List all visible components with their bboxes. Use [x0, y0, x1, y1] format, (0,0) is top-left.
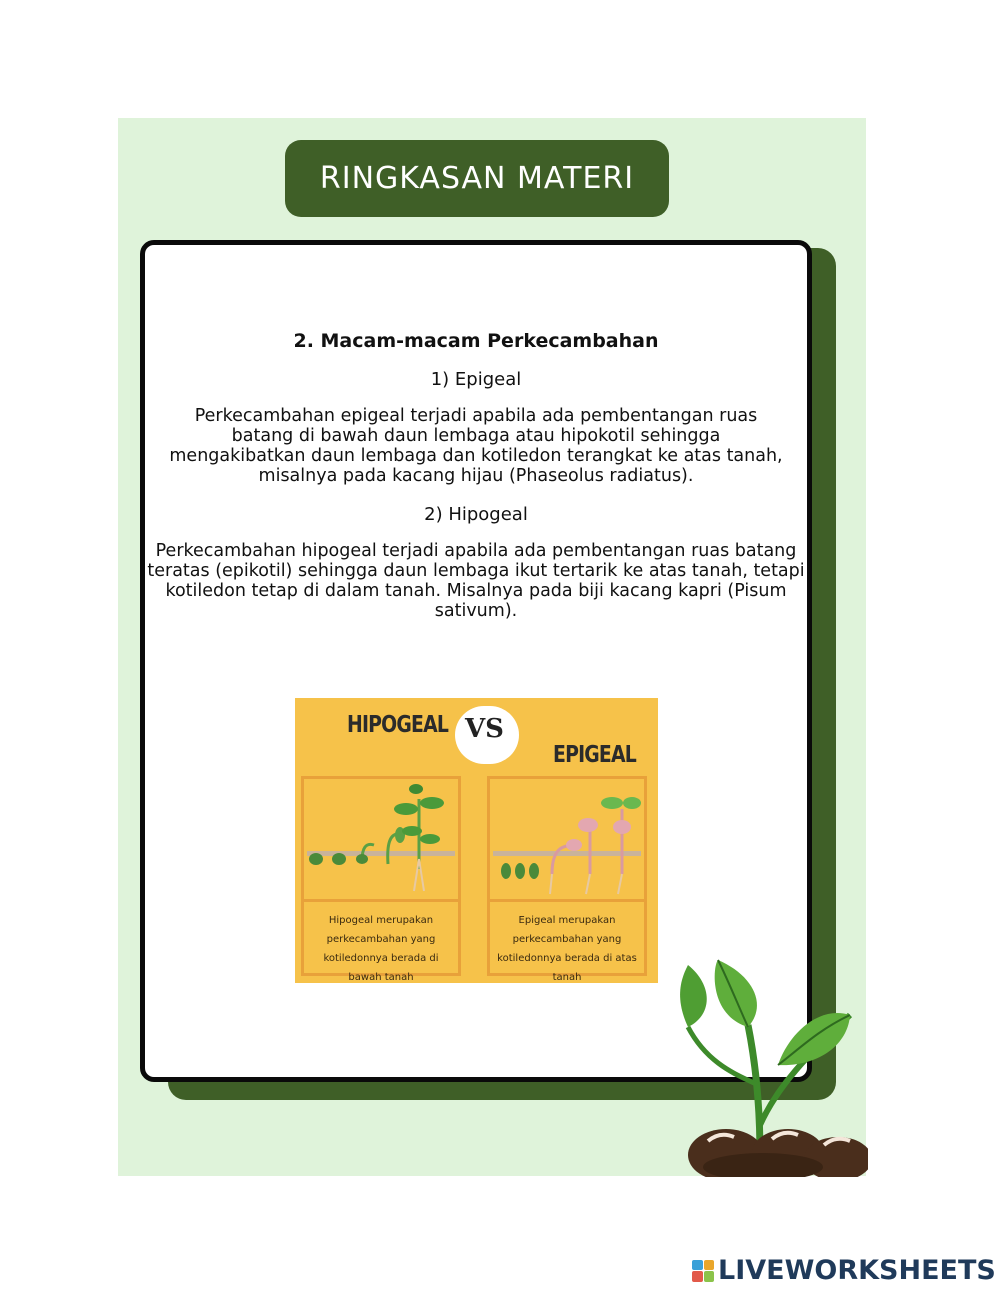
epigeal-panel	[487, 776, 647, 983]
section-heading: 2. Macam-macam Perkecambahan	[293, 330, 659, 352]
panel-divider	[490, 899, 644, 902]
panel-divider	[304, 899, 458, 902]
title-banner	[285, 140, 669, 217]
epigeal-seedlings-illustration	[490, 779, 644, 899]
content-text	[140, 330, 812, 639]
banner-title: RINGKASAN MATERI	[319, 161, 635, 196]
epigeal-caption: Epigeal merupakan perkecambahan yang kotiledonnya berada di atas tanah	[497, 915, 637, 983]
figure-left-title: HIPOGEAL	[347, 712, 449, 738]
figure-vs-label: VS	[465, 714, 504, 744]
liveworksheets-logo	[692, 1255, 996, 1286]
logo-text: LIVEWORKSHEETS	[718, 1255, 996, 1286]
figure-right-title: EPIGEAL	[553, 742, 636, 768]
sprout-plant-illustration	[668, 955, 868, 1177]
hipogeal-title: 2) Hipogeal	[424, 504, 528, 525]
hipogeal-vs-epigeal-figure	[295, 698, 658, 983]
epigeal-paragraph: Perkecambahan epigeal terjadi apabila ada pembentangan ruas batang di bawah daun lembaga atau hipokotil sehingga mengakibatkan daun lembaga dan kotiledon terangkat ke atas tanah, misalnya pada kacang hijau (Phaseolus radiatus).	[169, 406, 783, 486]
epigeal-title: 1) Epigeal	[430, 369, 522, 390]
hipogeal-seedlings-illustration	[304, 779, 458, 899]
logo-mark-icon	[692, 1260, 714, 1282]
hipogeal-paragraph: Perkecambahan hipogeal terjadi apabila ada pembentangan ruas batang teratas (epikotil) sehingga daun lembaga ikut tertarik ke atas tanah, tetapi kotiledon tetap di dalam tanah. Misalnya pada biji kacang kapri (Pisum sativum).	[147, 541, 805, 621]
hipogeal-caption: Hipogeal merupakan perkecambahan yang kotiledonnya berada di bawah tanah	[323, 915, 439, 983]
hipogeal-panel	[301, 776, 461, 983]
